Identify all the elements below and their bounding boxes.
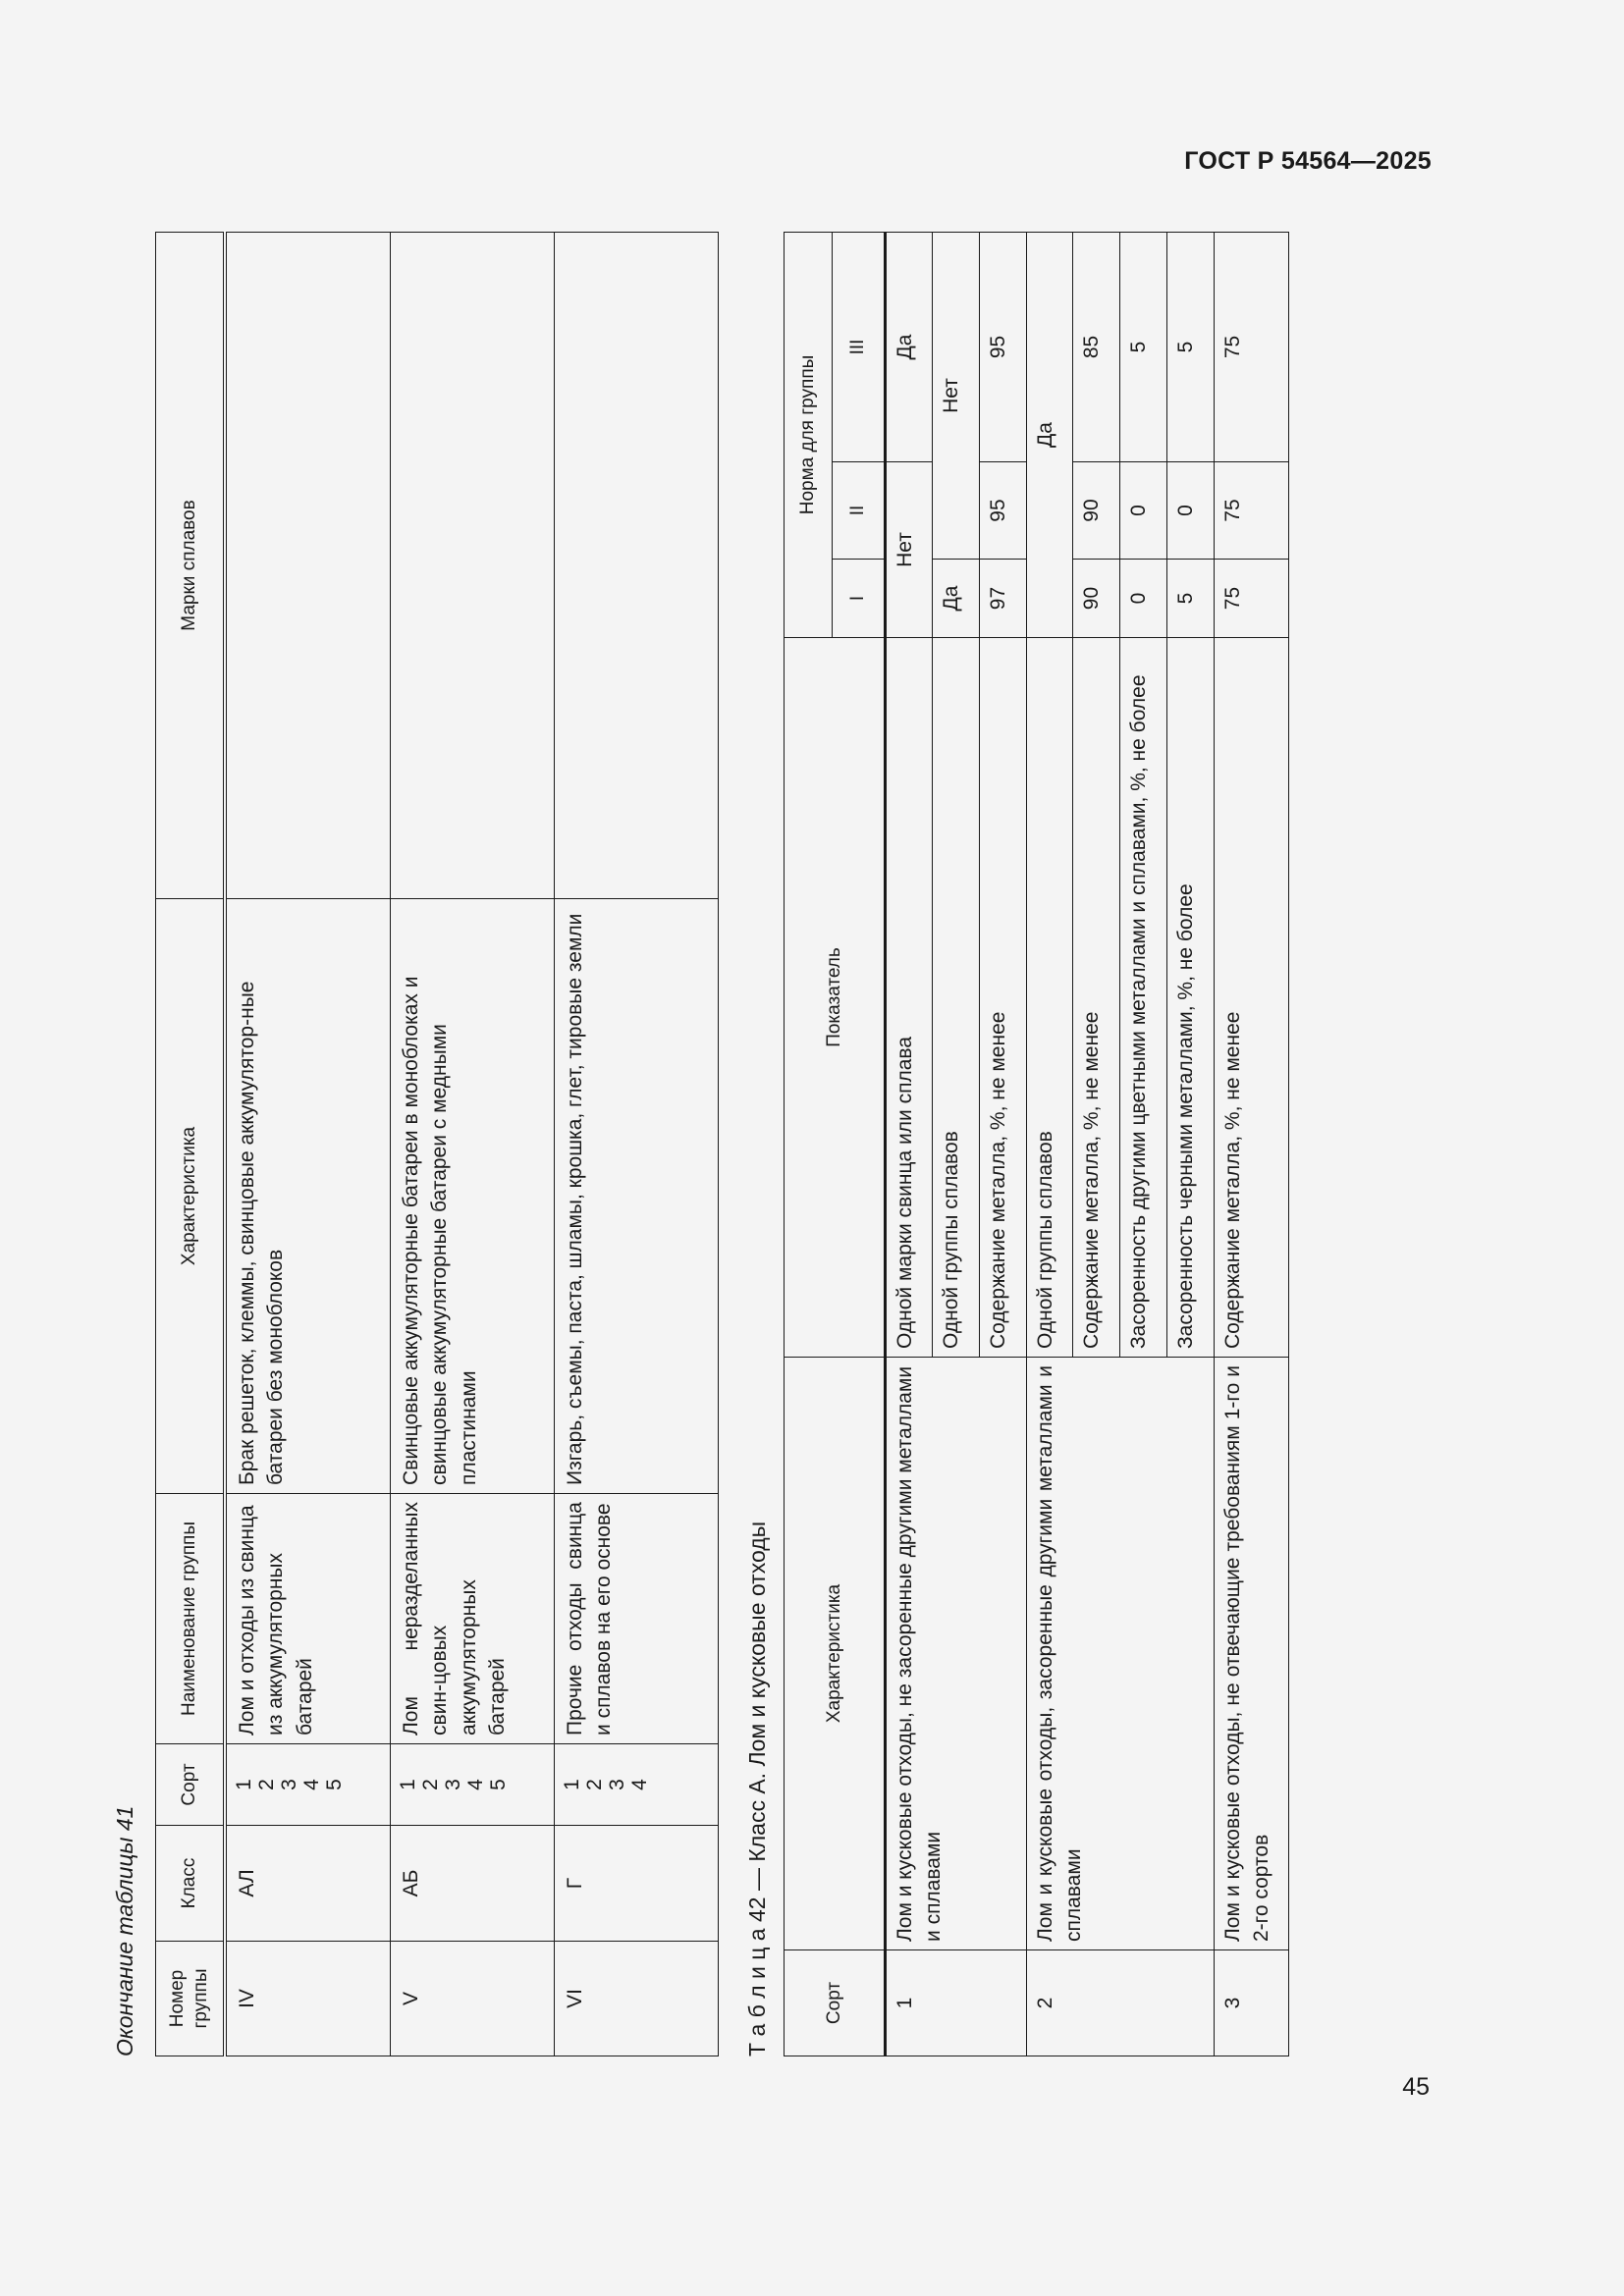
norm-cell-g3: 5 xyxy=(1167,232,1215,461)
table-row xyxy=(555,233,719,2056)
col-header-group-name: Наименование группы xyxy=(156,1494,226,1744)
table-row xyxy=(1215,232,1289,2056)
col-header-grade: Сорт xyxy=(156,1744,226,1826)
col-header-characteristic: Характеристика xyxy=(156,899,226,1494)
col-header-indicator: Показатель xyxy=(785,638,886,1358)
norm-cell-g3: 5 xyxy=(1120,232,1167,461)
characteristic-cell: Брак решеток, клеммы, свинцовые аккумулятор-ные батареи без моноблоков xyxy=(225,899,391,1494)
norm-cell-g1: 5 xyxy=(1167,560,1215,638)
characteristic-cell: Лом и кусковые отходы, засоренные другими металлами и сплавами xyxy=(1027,1358,1215,1950)
col-header-group-1: I xyxy=(833,560,886,638)
alloy-grades-cell xyxy=(391,233,555,899)
table-row xyxy=(886,232,933,2056)
group-name-cell: Лом и отходы из свинца из аккумуляторных батарей xyxy=(225,1494,391,1744)
norm-cell-g2: 90 xyxy=(1073,462,1120,560)
table41-caption: Окончание таблицы 41 xyxy=(112,1805,137,2056)
grades-cell: 1 2 3 4 5 xyxy=(225,1744,391,1826)
indicator-cell: Засоренность черными металлами, %, не более xyxy=(1167,638,1215,1358)
table-row xyxy=(1027,232,1073,2056)
col-header-class: Класс xyxy=(156,1826,226,1942)
grade-cell: 1 xyxy=(886,1950,1027,2056)
col-header-norm: Норма для группы xyxy=(785,232,833,637)
group-number-cell: VI xyxy=(555,1942,719,2056)
table41 xyxy=(155,232,719,2056)
document-header: ГОСТ Р 54564—2025 xyxy=(1184,147,1432,175)
col-header-alloy-grades: Марки сплавов xyxy=(156,233,226,899)
characteristic-cell: Лом и кусковые отходы, не отвечающие требованиям 1-го и 2-го сортов xyxy=(1215,1358,1289,1950)
norm-cell-g2: 95 xyxy=(980,462,1027,560)
indicator-cell: Засоренность другими цветными металлами и сплавами, %, не более xyxy=(1120,638,1167,1358)
norm-cell-g2: 75 xyxy=(1215,462,1289,560)
indicator-cell: Содержание металла, %, не менее xyxy=(980,638,1027,1358)
col-header-group-number: Номер группы xyxy=(156,1942,226,2056)
norm-cell-g1: 0 xyxy=(1120,560,1167,638)
col-header-group-3: III xyxy=(833,232,886,461)
norm-cell-g3: 95 xyxy=(980,232,1027,461)
group-number-cell: IV xyxy=(225,1942,391,2056)
indicator-cell: Одной марки свинца или сплава xyxy=(886,638,933,1358)
norm-cell-g1: 75 xyxy=(1215,560,1289,638)
alloy-grades-cell xyxy=(225,233,391,899)
norm-cell-g3: 85 xyxy=(1073,232,1120,461)
indicator-cell: Содержание металла, %, не менее xyxy=(1215,638,1289,1358)
col-header-characteristic: Характеристика xyxy=(785,1358,886,1950)
table42 xyxy=(784,232,1289,2056)
indicator-cell: Одной группы сплавов xyxy=(1027,638,1073,1358)
grades-cell: 1 2 3 4 5 xyxy=(391,1744,555,1826)
norm-cell-g3: 75 xyxy=(1215,232,1289,461)
characteristic-cell: Лом и кусковые отходы, не засоренные другими металлами и сплавами xyxy=(886,1358,1027,1950)
grade-cell: 2 xyxy=(1027,1950,1215,2056)
table41-container xyxy=(155,232,719,2056)
alloy-grades-cell xyxy=(555,233,719,899)
table-row xyxy=(225,233,391,2056)
characteristic-cell: Изгарь, съемы, паста, шламы, крошка, глет, тировые земли xyxy=(555,899,719,1494)
class-cell: АЛ xyxy=(225,1826,391,1942)
norm-cell-g1: 97 xyxy=(980,560,1027,638)
norm-cell-g1: 90 xyxy=(1073,560,1120,638)
norm-cell-g1-g2: Нет xyxy=(886,462,933,638)
characteristic-cell: Свинцовые аккумуляторные батареи в моноблоках и свинцовые аккумуляторные батареи с медными пластинами xyxy=(391,899,555,1494)
norm-cell-g2-g3: Нет xyxy=(933,232,980,559)
indicator-cell: Содержание металла, %, не менее xyxy=(1073,638,1120,1358)
class-cell: Г xyxy=(555,1826,719,1942)
page-number: 45 xyxy=(1402,2073,1430,2101)
grade-cell: 3 xyxy=(1215,1950,1289,2056)
grades-cell: 1 2 3 4 xyxy=(555,1744,719,1826)
col-header-group-2: II xyxy=(833,462,886,560)
col-header-grade: Сорт xyxy=(785,1950,886,2056)
indicator-cell: Одной группы сплавов xyxy=(933,638,980,1358)
table42-caption: Т а б л и ц а 42 — Класс А. Лом и кусковые отходы xyxy=(744,1521,770,2056)
group-name-cell: Лом неразделанных свин-цовых аккумуляторных батарей xyxy=(391,1494,555,1744)
norm-cell-g2: 0 xyxy=(1167,462,1215,560)
norm-cell-g2: 0 xyxy=(1120,462,1167,560)
table42-container xyxy=(784,232,1289,2056)
group-name-cell: Прочие отходы свинца и сплавов на его основе xyxy=(555,1494,719,1744)
table-row xyxy=(391,233,555,2056)
group-number-cell: V xyxy=(391,1942,555,2056)
norm-cell-g1-g2-g3: Да xyxy=(1027,232,1073,637)
norm-cell-g3: Да xyxy=(886,232,933,461)
class-cell: АБ xyxy=(391,1826,555,1942)
norm-cell-g1: Да xyxy=(933,560,980,638)
